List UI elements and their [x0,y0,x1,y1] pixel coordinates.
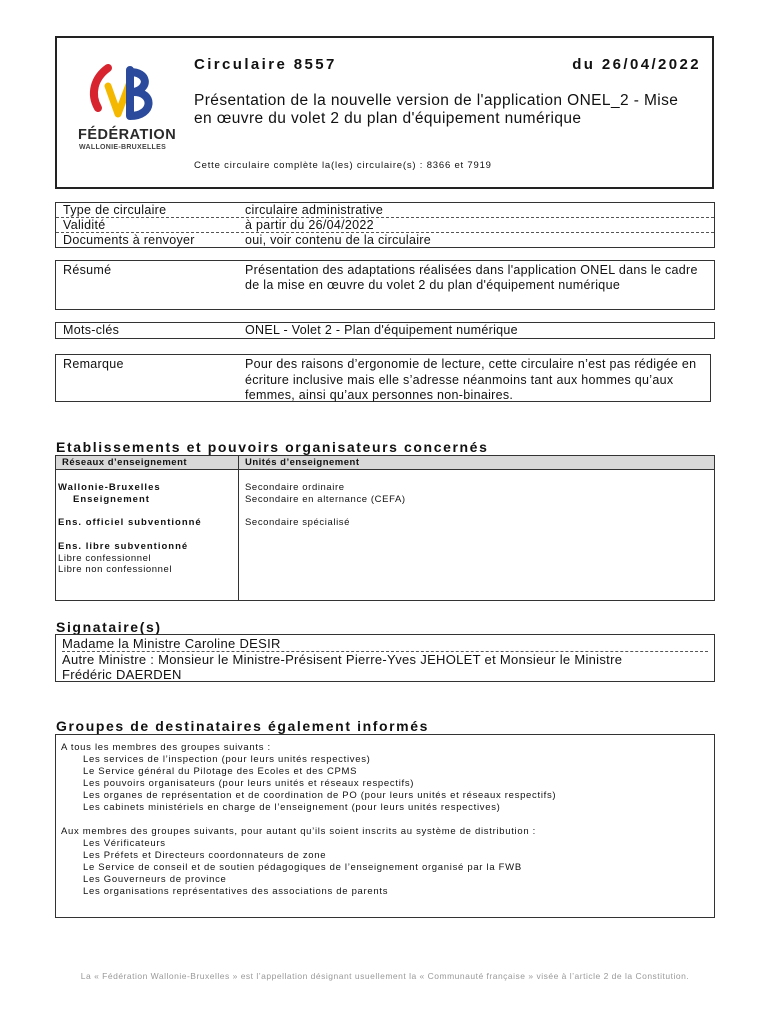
etablissements-table [55,455,715,601]
reseau-libre-title: Ens. libre subventionné [58,541,189,552]
info-table-type [55,202,715,248]
groupe-item: Les pouvoirs organisateurs (pour leurs unités et réseaux respectifs) [83,778,415,789]
etablissements-heading: Etablissements et pouvoirs organisateurs concernés [56,439,489,455]
groupe-item: Les organes de représentation et de coordination de PO (pour leurs unités et réseaux respectifs) [83,790,557,801]
signataire-line3: Frédéric DAERDEN [62,667,182,682]
info-table-remark [55,354,711,402]
groupe-item: Les Préfets et Directeurs coordonnateurs de zone [83,850,327,861]
groupe-item: Les cabinets ministériels en charge de l’enseignement (pour leurs unités respectives) [83,802,501,813]
type-label: Type de circulaire [63,203,167,217]
logo-name: FÉDÉRATION [78,127,177,143]
libre-confessionnel: Libre confessionnel [58,552,152,564]
column-divider [238,456,239,600]
documents-value: oui, voir contenu de la circulaire [245,233,431,247]
row-validity [56,218,714,233]
reseau-wbe [58,482,161,505]
circular-number: Circulaire 8557 [194,56,337,73]
reseau-libre [58,541,188,576]
col-reseaux: Réseaux d’enseignement [62,457,188,468]
complements-note: Cette circulaire complète la(les) circulaire(s) : 8366 et 7919 [194,160,492,171]
signataires-heading: Signataire(s) [56,619,162,635]
units-wbe [245,482,406,505]
etablissements-table-header [56,456,714,470]
keywords-value: ONEL - Volet 2 - Plan d'équipement numérique [245,323,518,337]
unit-secondaire-specialise: Secondaire spécialisé [245,517,351,528]
info-table-keywords [55,322,715,339]
groupe-item: Les Gouverneurs de province [83,874,227,885]
validity-value: à partir du 26/04/2022 [245,218,374,232]
summary-label: Résumé [63,263,112,277]
reseau-wbe-line2: Enseignement [73,493,150,505]
groupe-item: Les organisations représentatives des associations de parents [83,886,389,897]
libre-non-confessionnel: Libre non confessionnel [58,564,173,575]
groupe-item: Le Service général du Pilotage des Ecoles et des CPMS [83,766,358,777]
signataires-box [55,634,715,682]
footer-note: La « Fédération Wallonie-Bruxelles » est l’appellation désignant usuellement la « Communauté française » visée à l’article 2 de la Constitution. [80,971,690,981]
circular-title: Présentation de la nouvelle version de l'application ONEL_2 - Mise en œuvre du volet 2 du plan d'équipement numérique [194,92,679,127]
summary-value: Présentation des adaptations réalisées dans l'application ONEL dans le cadre de la mise en œuvre du volet 2 du plan d'équipement numérique [245,263,698,292]
documents-label: Documents à renvoyer [63,233,195,247]
logo-subtitle: WALLONIE-BRUXELLES [79,144,167,151]
unit-secondaire-ordinaire: Secondaire ordinaire [245,482,345,493]
remark-label: Remarque [63,357,124,371]
groupes-box [55,734,715,918]
signataire-line1: Madame la Ministre Caroline DESIR [62,636,708,652]
reseau-wbe-line1: Wallonie-Bruxelles [58,482,161,493]
row-type [56,203,714,218]
groupe-item: Le Service de conseil et de soutien pédagogiques de l’enseignement organisé par la FWB [83,862,522,873]
groupe-item: Les Vérificateurs [83,838,166,849]
keywords-label: Mots-clés [63,323,120,337]
groupes-intro-1: A tous les membres des groupes suivants : [61,742,271,753]
validity-label: Validité [63,218,106,232]
type-value: circulaire administrative [245,203,384,217]
unit-secondaire-alternance: Secondaire en alternance (CEFA) [245,493,406,505]
groupes-intro-2: Aux membres des groupes suivants, pour autant qu’ils soient inscrits au système de distribution : [61,826,537,837]
signataire-line2: Autre Ministre : Monsieur le Ministre-Présisent Pierre-Yves JEHOLET et Monsieur le Ministre [62,652,623,667]
reseau-officiel: Ens. officiel subventionné [58,517,202,528]
row-documents [56,233,714,247]
groupes-heading: Groupes de destinataires également informés [56,718,430,734]
col-unites: Unités d’enseignement [245,457,360,468]
remark-value: Pour des raisons d’ergonomie de lecture, cette circulaire n’est pas rédigée en écriture inclusive mais elle s’adresse néanmoins tant aux hommes qu’aux femmes, ainsi qu’aux personnes non-binaires. [245,357,697,402]
circular-date: du 26/04/2022 [572,56,701,73]
info-table-summary [55,260,715,310]
groupe-item: Les services de l’inspection (pour leurs unités respectives) [83,754,371,765]
